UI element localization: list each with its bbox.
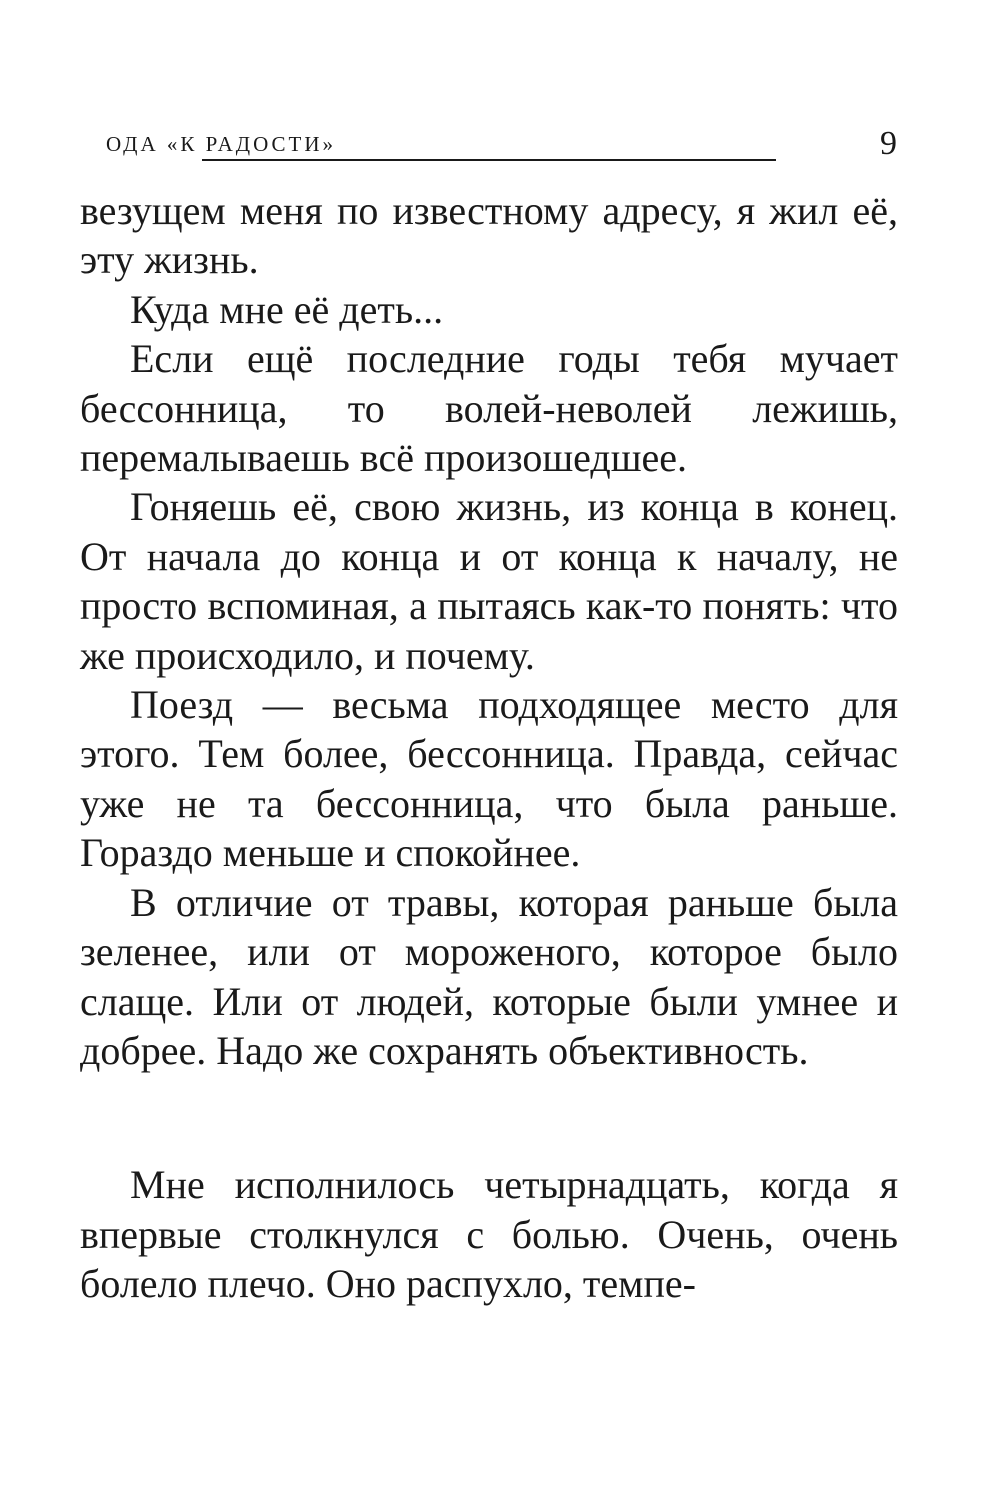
section-break [80,1075,898,1160]
paragraph: В отличие от травы, которая раньше была зеленее, или от мороженого, которое было слаще. Или от людей, которые были умнее и добрее. Надо же сохранять объективность. [80,879,898,1073]
header-rule [202,159,776,161]
body-text [80,186,898,1309]
paragraph: Гоняешь её, свою жизнь, из конца в конец. От начала до конца и от конца к началу, не просто вспоминая, а пытаясь как-то понять: что же происходило, и почему. [80,484,898,678]
running-title: ОДА «К РАДОСТИ» [106,132,337,156]
paragraph-continued: везущем меня по известному адресу, я жил её, эту жизнь. [80,188,898,283]
paragraph: Если ещё последние годы тебя мучает бессонница, то волей-неволей лежишь, перемалываешь всё произошедшее. [80,336,898,481]
paragraph: Мне исполнилось четырнадцать, когда я впервые столкнулся с болью. Очень, очень болело плечо. Оно распухло, темпе- [80,1162,898,1307]
paragraph: Куда мне её деть... [130,286,444,332]
page-number: 9 [880,125,897,162]
paragraph: Поезд — весьма подходящее место для этого. Тем более, бессонница. Правда, сейчас уже не та бессонница, что была раньше. Гораздо меньше и спокойнее. [80,682,898,876]
